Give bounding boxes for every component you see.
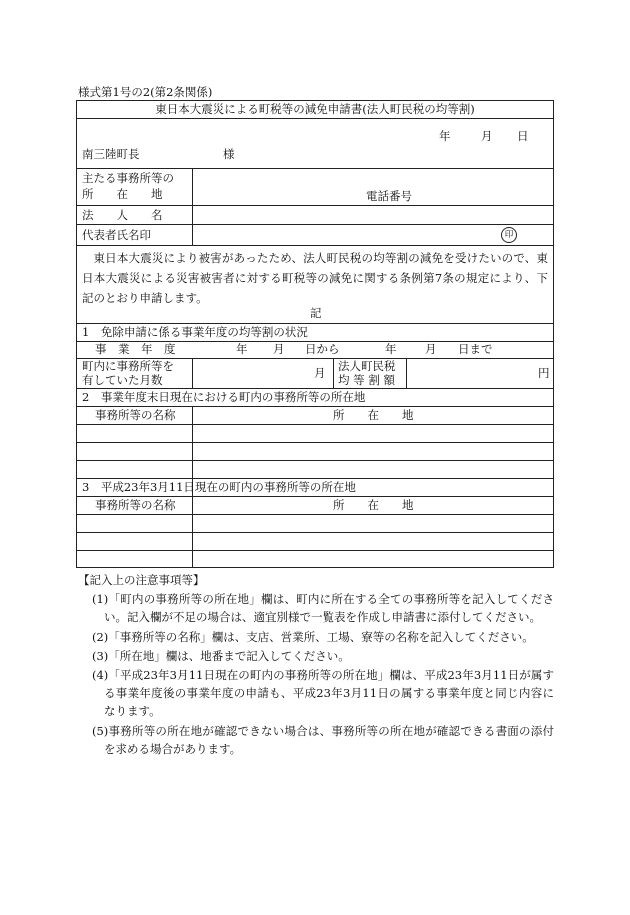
divider-ki xyxy=(76,323,554,324)
office-label-line1: 主たる事務所等の xyxy=(82,171,174,185)
divider-s1-months xyxy=(76,388,554,389)
seal-mark: 印 xyxy=(501,227,517,243)
note-item-3: (3)「所在地」欄は、地番まで記入してください。 xyxy=(92,649,350,663)
s3-col-name: 事務所等の名称 xyxy=(95,498,176,512)
phone-label: 電話番号 xyxy=(366,189,412,203)
divider-s3-heading xyxy=(76,496,554,497)
date-year: 年 xyxy=(439,129,451,143)
months-unit: 月 xyxy=(314,366,326,380)
divider-s3-row1 xyxy=(76,532,554,533)
divider-s3-header xyxy=(76,514,554,515)
divider-s2-row2 xyxy=(76,460,554,461)
note-item-1: (1)「町内の事務所等の所在地」欄は、町内に所在する全ての事務所等を記入してください。記入欄が不足の場合は、適宜別様で一覧表を作成し申請書に添付してください。 xyxy=(92,592,554,624)
divider-s2-row1 xyxy=(76,442,554,443)
date-month: 月 xyxy=(481,129,493,143)
tax-label-line1: 法人町民税 xyxy=(338,359,396,373)
divider-s2-row3 xyxy=(76,478,554,479)
rep-label: 代表者氏名印 xyxy=(82,228,151,242)
divider-s2-header xyxy=(76,424,554,425)
addressee-honorific: 様 xyxy=(223,147,235,161)
divider-s1-months-left xyxy=(192,358,193,388)
intro-text: 東日本大震災により被害があったため、法人町民税の均等割の減免を受けたいので、東日本大震災による災害被害者に対する町税等の減免に関する条例第7条の規定により、下記のとおり申請します。 xyxy=(82,251,548,305)
s2-col-location: 所 在 地 xyxy=(333,408,414,422)
s3-col-location: 所 在 地 xyxy=(333,498,414,512)
yen-unit: 円 xyxy=(538,366,550,380)
fiscal-year-label: 事 業 年 度 xyxy=(95,342,176,356)
divider-rep xyxy=(76,245,554,246)
fy-to-month: 月 xyxy=(425,342,437,356)
note-item-5: (5)事務所等の所在地が確認できない場合は、事務所等の所在地が確認できる書面の添付を求める場合があります。 xyxy=(92,724,554,756)
fy-from-month: 月 xyxy=(273,342,285,356)
section2-heading: 2 事業年度末日現在における町内の事務所等の所在地 xyxy=(82,390,366,404)
divider-addressee xyxy=(76,168,554,169)
corp-name-label: 法 人 名 xyxy=(82,208,163,222)
months-label-line1: 町内に事務所等を xyxy=(82,359,174,373)
divider-s1-tax-right xyxy=(406,358,407,388)
section3-heading: 3 平成23年3月11日現在の町内の事務所等の所在地 xyxy=(82,480,356,494)
fy-to-suffix: 日まで xyxy=(458,342,493,356)
divider-s3-columns xyxy=(192,496,193,568)
note-item-4: (4)「平成23年3月11日現在の町内の事務所等の所在地」欄は、平成23年3月11日が属する事業年度後の事業年度の申請も、平成23年3月11日の属する事業年度と同じ内容になります。 xyxy=(92,668,554,718)
office-label-line2: 所 在 地 xyxy=(82,187,163,201)
s2-col-name: 事務所等の名称 xyxy=(95,408,176,422)
form-id: 様式第1号の2(第2条関係) xyxy=(78,85,213,99)
section1-heading: 1 免除申請に係る事業年度の均等割の状況 xyxy=(82,325,308,339)
notes-title: 【記入上の注意事項等】 xyxy=(78,573,205,587)
divider-label-column xyxy=(192,168,193,245)
fy-from-year: 年 xyxy=(236,342,248,356)
divider-title xyxy=(76,118,554,119)
divider-s3-row2 xyxy=(76,550,554,551)
form-title: 東日本大震災による町税等の減免申請書(法人町民税の均等割) xyxy=(155,102,475,116)
fy-to-year: 年 xyxy=(385,342,397,356)
divider-s2-heading xyxy=(76,406,554,407)
ki-marker: 記 xyxy=(310,306,322,320)
fy-from-suffix: 日から xyxy=(305,342,340,356)
divider-office xyxy=(76,205,554,206)
tax-label-line2: 均 等 割 額 xyxy=(338,373,395,387)
months-label-line2: 有していた月数 xyxy=(82,373,163,387)
divider-s1-tax-left xyxy=(333,358,334,388)
note-item-2: (2)「事務所等の名称」欄は、支店、営業所、工場、寮等の名称を記入してください。 xyxy=(92,630,534,644)
addressee-name: 南三陸町長 xyxy=(82,147,140,161)
divider-corp xyxy=(76,224,554,225)
date-day: 日 xyxy=(517,129,529,143)
